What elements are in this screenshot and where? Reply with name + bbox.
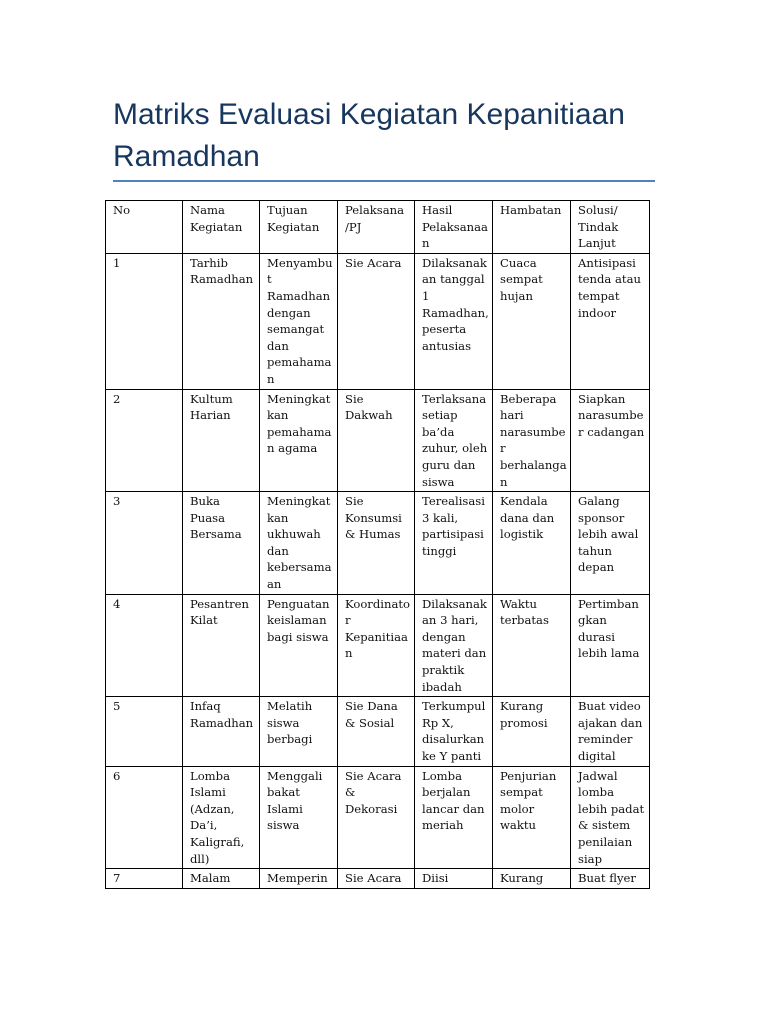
table-cell-hambatan: Waktu terbatas [493,594,571,697]
table-cell-solusi: Buat flyer [571,869,650,889]
table-cell-nama-kegiatan: Pesantren Kilat [183,594,260,697]
table-row [106,697,650,766]
header-cell-hasil-pelaksanaan: Hasil Pelaksanaan [415,201,493,254]
table-cell-no: 3 [106,492,183,595]
table-cell-solusi: Galang sponsor lebih awal tahun depan [571,492,650,595]
table-cell-pelaksana: Sie Dana & Sosial [338,697,415,766]
title-underline [113,180,655,182]
table-cell-hasil-pelaksanaan: Dilaksanakan tanggal 1 Ramadhan, peserta antusias [415,253,493,389]
table-cell-tujuan-kegiatan: Meningkatkan ukhuwah dan kebersamaan [260,492,338,595]
table-cell-no: 2 [106,389,183,492]
header-cell-no: No [106,201,183,254]
table-cell-hambatan: Kendala dana dan logistik [493,492,571,595]
table-cell-pelaksana: Sie Acara [338,869,415,889]
header-cell-nama-kegiatan: Nama Kegiatan [183,201,260,254]
table-row [106,869,650,889]
table-cell-solusi: Jadwal lomba lebih padat & sistem penilaian siap [571,766,650,869]
table-cell-solusi: Siapkan narasumber cadangan [571,389,650,492]
header-cell-solusi: Solusi/ Tindak Lanjut [571,201,650,254]
table-cell-solusi: Pertimbangkan durasi lebih lama [571,594,650,697]
table-cell-hambatan: Beberapa hari narasumber berhalangan [493,389,571,492]
table-cell-nama-kegiatan: Tarhib Ramadhan [183,253,260,389]
table-cell-hasil-pelaksanaan: Lomba berjalan lancar dan meriah [415,766,493,869]
header-cell-pelaksana: Pelaksana /PJ [338,201,415,254]
header-cell-tujuan-kegiatan: Tujuan Kegiatan [260,201,338,254]
table-row [106,766,650,869]
table-cell-tujuan-kegiatan: Menggali bakat Islami siswa [260,766,338,869]
table-cell-nama-kegiatan: Kultum Harian [183,389,260,492]
table-cell-tujuan-kegiatan: Memperin [260,869,338,889]
table-cell-tujuan-kegiatan: Menyambut Ramadhan dengan semangat dan pemahaman [260,253,338,389]
table-cell-nama-kegiatan: Malam [183,869,260,889]
table-cell-hasil-pelaksanaan: Terkumpul Rp X, disalurkan ke Y panti [415,697,493,766]
table-cell-hasil-pelaksanaan: Diisi [415,869,493,889]
table-row [106,253,650,389]
table-cell-nama-kegiatan: Buka Puasa Bersama [183,492,260,595]
table-cell-nama-kegiatan: Lomba Islami (Adzan, Da’i, Kaligrafi, dll) [183,766,260,869]
table-row [106,492,650,595]
table-cell-no: 1 [106,253,183,389]
evaluation-matrix-table [105,200,650,889]
table-cell-no: 5 [106,697,183,766]
table-cell-solusi: Buat video ajakan dan reminder digital [571,697,650,766]
page-title: Matriks Evaluasi Kegiatan Kepanitiaan Ramadhan [113,98,625,173]
table-cell-hambatan: Kurang promosi [493,697,571,766]
table-cell-nama-kegiatan: Infaq Ramadhan [183,697,260,766]
table-cell-hambatan: Cuaca sempat hujan [493,253,571,389]
table-cell-no: 7 [106,869,183,889]
table-cell-no: 6 [106,766,183,869]
table-cell-tujuan-kegiatan: Melatih siswa berbagi [260,697,338,766]
table-cell-pelaksana: Koordinator Kepanitiaan [338,594,415,697]
table-row [106,594,650,697]
table-cell-no: 4 [106,594,183,697]
header-cell-hambatan: Hambatan [493,201,571,254]
table-cell-hambatan: Penjurian sempat molor waktu [493,766,571,869]
table-header-row [106,201,650,254]
table-cell-pelaksana: Sie Acara & Dekorasi [338,766,415,869]
table-cell-tujuan-kegiatan: Penguatan keislaman bagi siswa [260,594,338,697]
table-cell-solusi: Antisipasi tenda atau tempat indoor [571,253,650,389]
table-cell-hambatan: Kurang [493,869,571,889]
table-cell-hasil-pelaksanaan: Terealisasi 3 kali, partisipasi tinggi [415,492,493,595]
table-cell-pelaksana: Sie Acara [338,253,415,389]
table-cell-pelaksana: Sie Konsumsi & Humas [338,492,415,595]
table-row [106,389,650,492]
table-cell-hasil-pelaksanaan: Dilaksanakan 3 hari, dengan materi dan praktik ibadah [415,594,493,697]
table-cell-hasil-pelaksanaan: Terlaksana setiap ba’da zuhur, oleh guru dan siswa [415,389,493,492]
table-cell-tujuan-kegiatan: Meningkatkan pemahaman agama [260,389,338,492]
table-cell-pelaksana: Sie Dakwah [338,389,415,492]
